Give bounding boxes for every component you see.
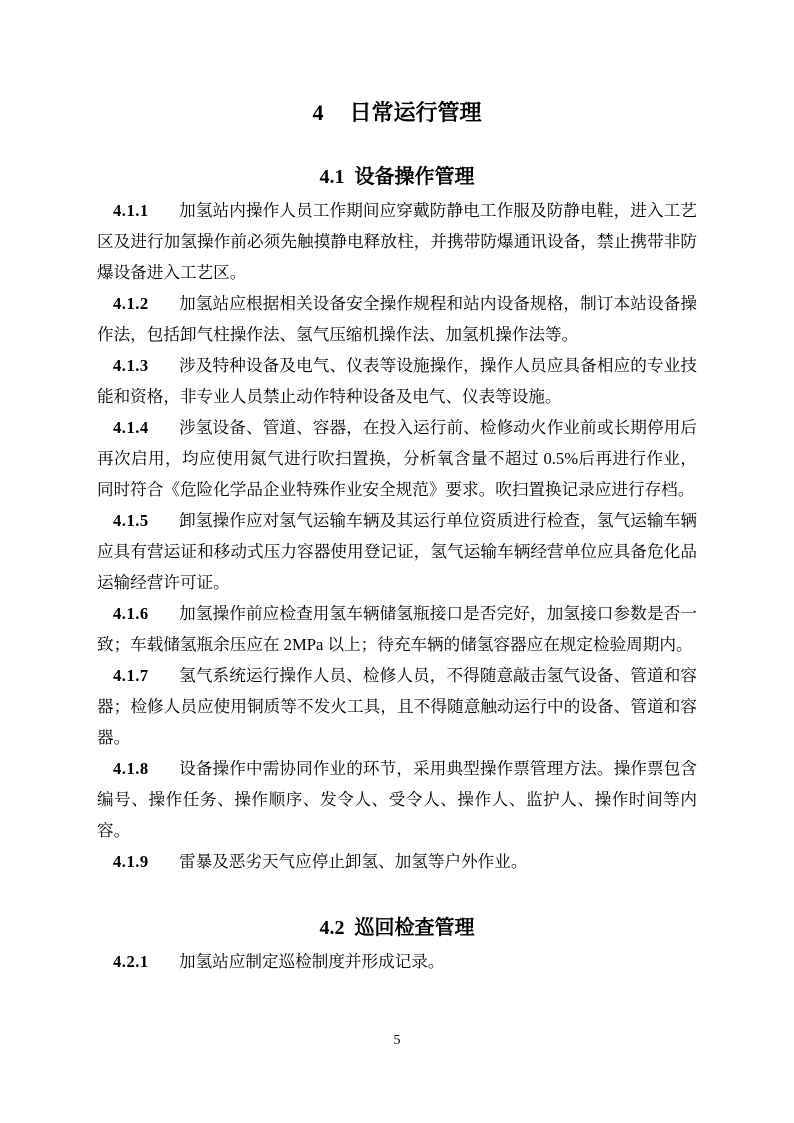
clause-number: 4.2.1 bbox=[113, 952, 149, 971]
clause-4-1-1 bbox=[97, 195, 697, 288]
section-number: 4.2 bbox=[319, 917, 345, 939]
chapter-title bbox=[97, 0, 697, 126]
clause-4-1-7 bbox=[97, 660, 697, 753]
clause-4-1-8 bbox=[97, 753, 697, 846]
clause-number: 4.1.8 bbox=[113, 759, 149, 778]
section-number: 4.1 bbox=[319, 166, 345, 188]
clause-text: 设备操作中需协同作业的环节，采用典型操作票管理方法。操作票包含编号、操作任务、操作顺序、发令人、受令人、操作人、监护人、操作时间等内容。 bbox=[97, 759, 697, 840]
clause-text: 加氢站应制定巡检制度并形成记录。 bbox=[179, 952, 445, 971]
clause-4-1-5 bbox=[97, 505, 697, 598]
clause-4-1-4 bbox=[97, 412, 697, 505]
clause-number: 4.1.3 bbox=[113, 356, 149, 375]
clause-text: 雷暴及恶劣天气应停止卸氢、加氢等户外作业。 bbox=[179, 852, 528, 871]
chapter-number: 4 bbox=[312, 100, 324, 125]
clause-text: 卸氢操作应对氢气运输车辆及其运行单位资质进行检查，氢气运输车辆应具有营运证和移动式压力容器使用登记证，氢气运输车辆经营单位应具备危化品运输经营许可证。 bbox=[97, 511, 697, 592]
clause-4-1-6 bbox=[97, 598, 697, 660]
clause-text: 涉氢设备、管道、容器，在投入运行前、检修动火作业前或长期停用后再次启用，均应使用氮气进行吹扫置换，分析氧含量不超过 0.5%后再进行作业，同时符合《危险化学品企业特殊作业安全规范》要求。吹扫置换记录应进行存档。 bbox=[97, 418, 697, 499]
clause-number: 4.1.4 bbox=[113, 418, 149, 437]
clause-number: 4.1.9 bbox=[113, 852, 149, 871]
section-heading-4-2 bbox=[97, 915, 697, 941]
clause-text: 涉及特种设备及电气、仪表等设施操作，操作人员应具备相应的专业技能和资格，非专业人员禁止动作特种设备及电气、仪表等设施。 bbox=[97, 356, 697, 406]
clause-4-1-2 bbox=[97, 288, 697, 350]
clause-4-2-1 bbox=[97, 946, 697, 977]
chapter-title-text: 日常运行管理 bbox=[349, 100, 482, 125]
section-title-text: 设备操作管理 bbox=[354, 166, 475, 188]
clause-text: 加氢站内操作人员工作期间应穿戴防静电工作服及防静电鞋，进入工艺区及进行加氢操作前必须先触摸静电释放柱，并携带防爆通讯设备，禁止携带非防爆设备进入工艺区。 bbox=[97, 201, 697, 282]
clause-4-1-9 bbox=[97, 846, 697, 877]
section-heading-4-1 bbox=[97, 164, 697, 190]
clause-number: 4.1.5 bbox=[113, 511, 149, 530]
clause-text: 加氢操作前应检查用氢车辆储氢瓶接口是否完好，加氢接口参数是否一致；车载储氢瓶余压应在 2MPa 以上；待充车辆的储氢容器应在规定检验周期内。 bbox=[97, 604, 697, 654]
page-number: 5 bbox=[393, 1033, 401, 1048]
clause-number: 4.1.1 bbox=[113, 201, 149, 220]
clause-number: 4.1.2 bbox=[113, 294, 149, 313]
section-title-text: 巡回检查管理 bbox=[354, 917, 475, 939]
clause-text: 加氢站应根据相关设备安全操作规程和站内设备规格，制订本站设备操作法，包括卸气柱操作法、氢气压缩机操作法、加氢机操作法等。 bbox=[97, 294, 697, 344]
clause-number: 4.1.6 bbox=[113, 604, 149, 623]
clause-4-1-3 bbox=[97, 350, 697, 412]
clause-number: 4.1.7 bbox=[113, 666, 149, 685]
clause-text: 氢气系统运行操作人员、检修人员，不得随意敲击氢气设备、管道和容器；检修人员应使用铜质等不发火工具，且不得随意触动运行中的设备、管道和容器。 bbox=[97, 666, 697, 747]
